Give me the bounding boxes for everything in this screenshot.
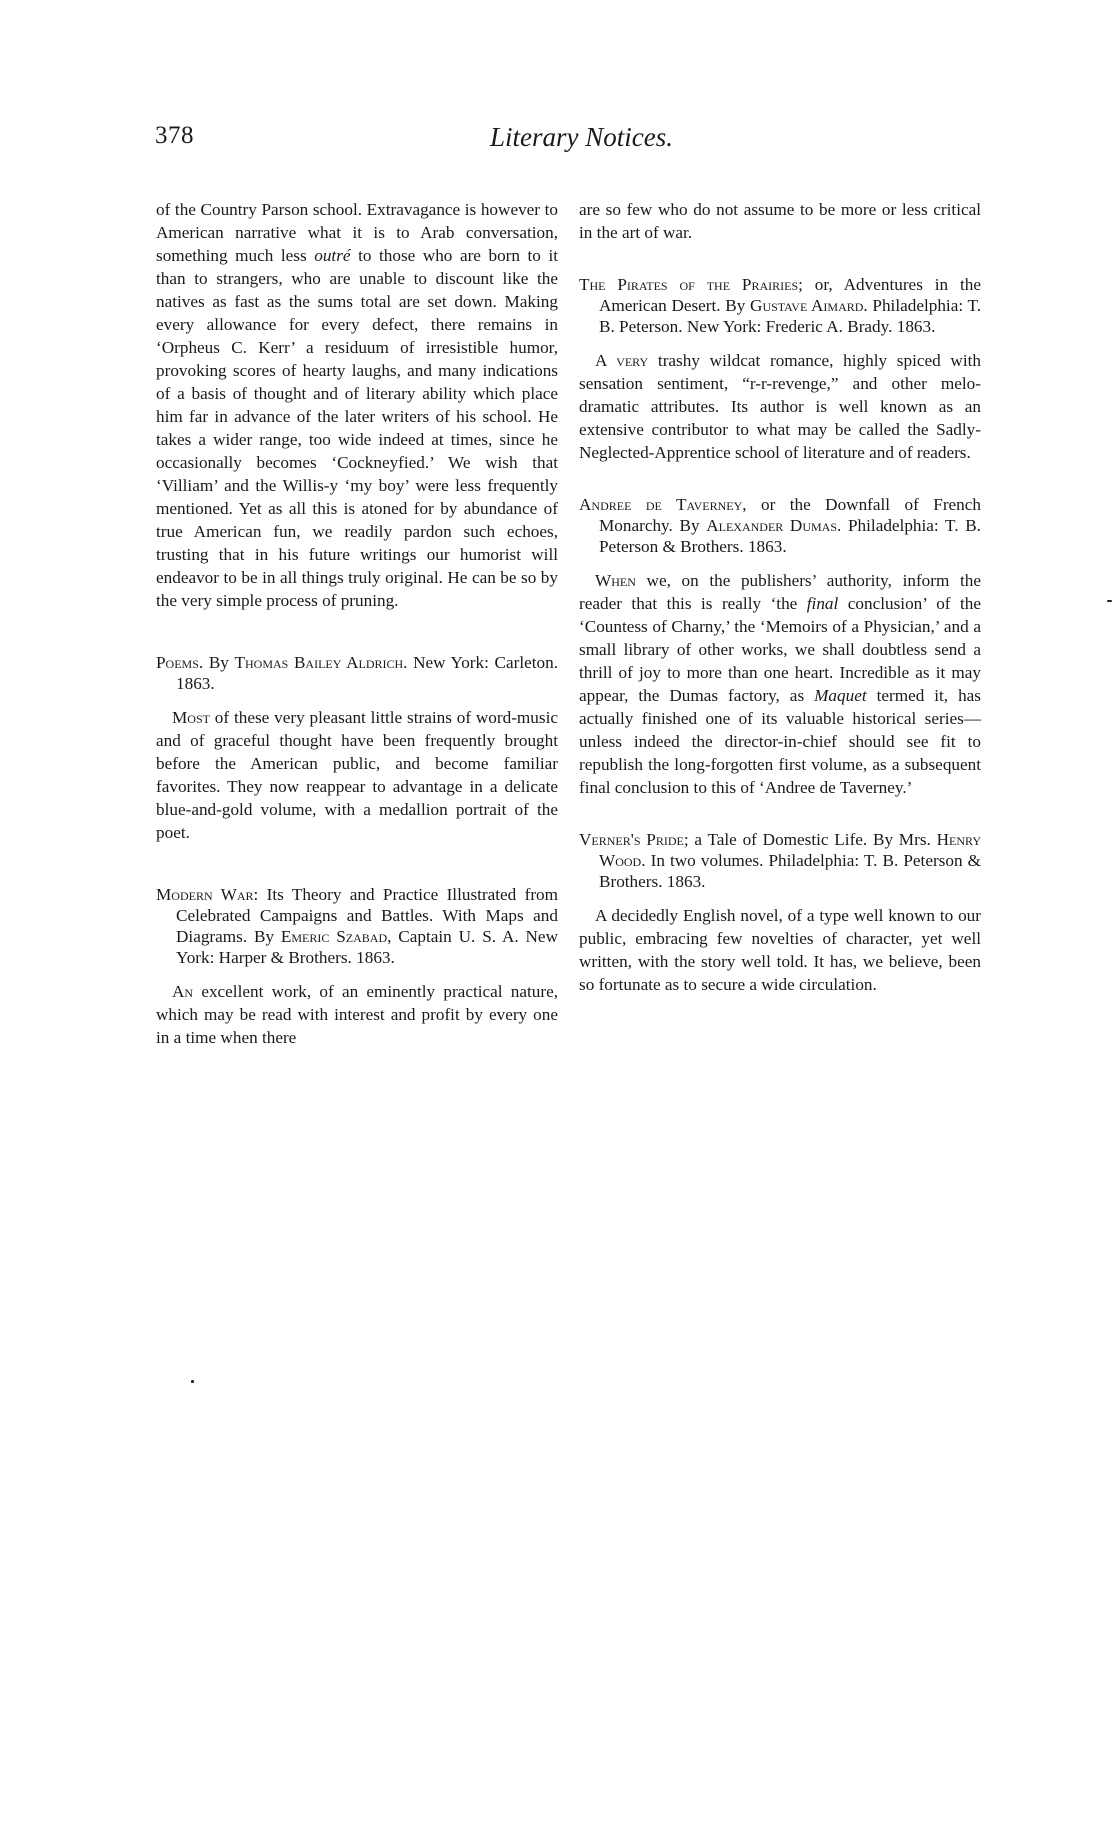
book-author: Thomas Bailey Aldrich. — [234, 653, 408, 672]
book-title: Modern War — [156, 885, 254, 904]
text-run: of the Country Parson school. Extravagance is however to American narrative what it is to Arab conversation, something much less — [156, 200, 558, 265]
spacer — [156, 694, 558, 706]
text-run: By — [203, 653, 235, 672]
italic-word: final — [806, 594, 839, 613]
review-paragraph-verner: A decidedly English novel, of a type well known to our public, embracing few novelties of character, yet well written, with the story well told. It has, we believe, been so fortunate as to secure a wide circulation. — [579, 906, 981, 994]
book-subtitle: ; or, Adventures in the American Desert. By — [599, 275, 981, 315]
text-run: termed it, has actually finished one of its valuable historical series—unless indeed the director-in-chief should see fit to republish the long-forgotten first volume, as a subsequent final conclusion to this of ‘Andree de Taverney.’ — [579, 686, 981, 797]
lead-word: A — [595, 351, 617, 370]
book-title: Verner's Pride — [579, 830, 684, 849]
book-title: Poems. — [156, 653, 204, 672]
book-author: Gustave Aimard. — [750, 296, 868, 315]
lead-word: When — [595, 571, 636, 590]
lead-word: very — [616, 351, 649, 370]
lead-word: An — [172, 982, 194, 1001]
review-paragraph-modern-war — [156, 980, 558, 1049]
spacer — [579, 557, 981, 569]
review-paragraph-andree — [579, 569, 981, 799]
book-author: Henry Wood. — [599, 830, 981, 870]
spacer — [579, 464, 981, 494]
entry-heading-andree — [579, 494, 981, 557]
text-run: we, on the publishers’ authority, inform the reader that this is really ‘the — [579, 571, 981, 613]
review-paragraph-pirates — [579, 349, 981, 464]
book-subtitle: ; a Tale of Domestic Life. By Mrs. — [683, 830, 937, 849]
text-run: conclusion’ of the ‘Countess of Charny,’ the ‘Memoirs of a Physician,’ and a small library of other works, we shall doubtless send a thrill of joy to more than one heart. Incredible as it may appear, the Dumas factory, as — [579, 594, 981, 705]
italic-word: outré — [314, 246, 351, 265]
entry-heading-modern-war — [156, 884, 558, 968]
text-run: trashy wildcat romance, highly spiced with sensation sentiment, “r-r-revenge,” and other melo-dramatic attributes. Its author is well known as an extensive contributor to what may be called the Sadly-Neglected-Apprentice school of literature and of readers. — [579, 351, 981, 462]
book-title: Andree de Taverney — [579, 495, 743, 514]
book-imprint: New York: Carleton. 1863. — [176, 653, 558, 693]
spacer — [579, 799, 981, 829]
right-column — [579, 198, 981, 996]
entry-heading-poems — [156, 652, 558, 694]
left-column — [156, 198, 558, 1049]
book-imprint: Philadelphia: T. B. Peterson & Brothers. 1863. — [599, 516, 981, 556]
book-author: Alexander Dumas. — [706, 516, 842, 535]
spacer — [579, 244, 981, 274]
spacer — [156, 968, 558, 980]
italic-word: Maquet — [814, 686, 867, 705]
text-run: to those who are born to it than to strangers, who are unable to discount like the natives as fast as the sums total are set down. Making every allowance for every defect, there remains in ‘Orpheus C. Kerr’ a residuum of irresistible humor, provoking scores of hearty laughs, and many indications of a basis of thought and of literary ability which place him far in advance of the later writers of his school. He takes a wider range, too wide indeed at times, since he occasionally becomes ‘Cockneyfied.’ We wish that ‘Villiam’ and the Willis-y ‘my boy’ were less frequently mentioned. Yet as all this is atoned for by abundance of true American fun, we readily pardon such echoes, trusting that in his future writings our humorist will endeavor to be in all things truly original. He can be so by the very simple process of pruning. — [156, 246, 558, 610]
book-author: Emeric Szabad — [280, 927, 388, 946]
running-title: Literary Notices. — [490, 122, 673, 152]
book-subtitle: , or the Downfall of French Monarchy. By — [599, 495, 981, 535]
spacer — [579, 337, 981, 349]
page-header — [155, 122, 978, 158]
page-number: 378 — [155, 122, 194, 149]
print-speck — [1107, 600, 1112, 602]
text-run: excellent work, of an eminently practical nature, which may be read with interest and profit by every one in a time when there — [156, 982, 558, 1047]
continued-review-paragraph: are so few who do not assume to be more or less critical in the art of war. — [579, 200, 981, 242]
continued-review-paragraph — [156, 198, 558, 612]
spacer — [156, 844, 558, 884]
book-subtitle: : Its Theory and Practice Illustrated from Celebrated Campaigns and Battles. With Maps and Diagrams. By — [176, 885, 558, 946]
book-imprint: Philadelphia: T. B. Peterson. New York: Frederic A. Brady. 1863. — [599, 296, 981, 336]
book-imprint: In two volumes. Philadelphia: T. B. Peterson & Brothers. 1863. — [599, 851, 981, 891]
text-run: of these very pleasant little strains of word-music and of graceful thought have been frequently brought before the American public, and become familiar favorites. They now reappear to advantage in a delicate blue-and-gold volume, with a medallion portrait of the poet. — [156, 708, 558, 842]
lead-word: Most — [172, 708, 210, 727]
book-title: The Pirates of the Prairies — [579, 275, 799, 294]
entry-heading-pirates — [579, 274, 981, 337]
entry-heading-verner — [579, 829, 981, 892]
review-paragraph-poems — [156, 706, 558, 844]
book-imprint: , Captain U. S. A. New York: Harper & Brothers. 1863. — [176, 927, 558, 967]
print-speck — [191, 1380, 194, 1383]
spacer — [579, 892, 981, 904]
spacer — [156, 612, 558, 652]
